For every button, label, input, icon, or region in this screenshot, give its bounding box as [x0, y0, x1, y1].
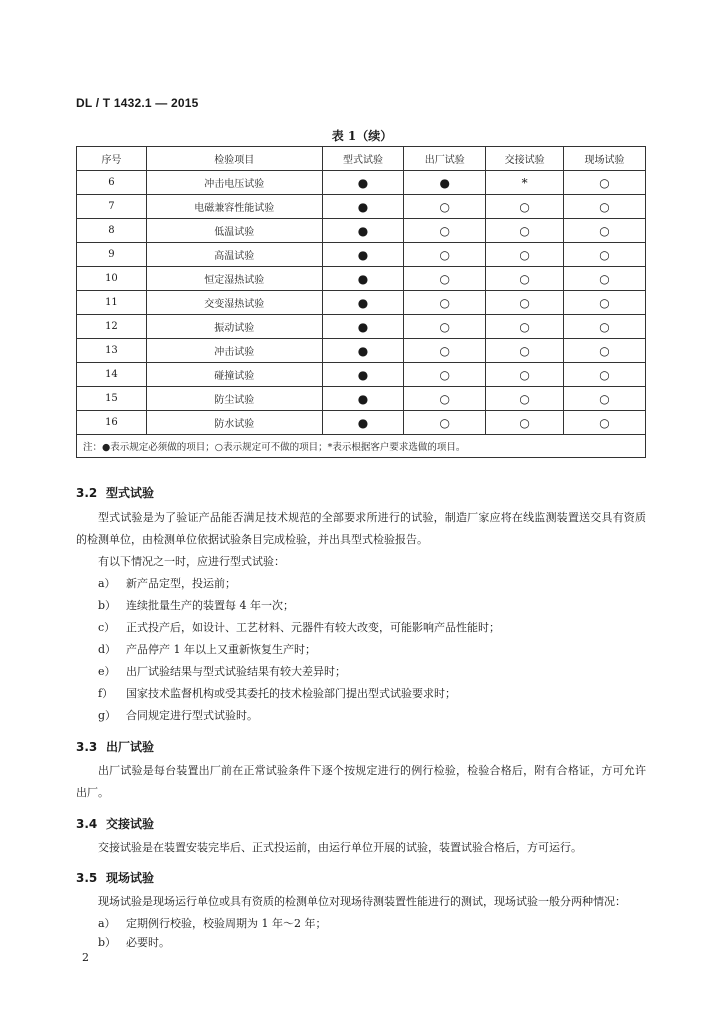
column-header-factory-test: 出厂试验 — [404, 147, 486, 171]
list-item — [98, 617, 500, 639]
section-3-2-heading — [76, 484, 154, 501]
handover-test-mark: ○ — [486, 387, 564, 411]
type-test-mark: ● — [322, 243, 404, 267]
row-no: 7 — [77, 195, 147, 219]
section-number: 3.3 — [76, 740, 98, 754]
row-item: 防尘试验 — [146, 387, 322, 411]
column-header-field-test: 现场试验 — [564, 147, 646, 171]
list-text: 正式投产后，如设计、工艺材料、元器件有较大改变，可能影响产品性能时； — [126, 621, 500, 634]
handover-test-mark: ○ — [486, 291, 564, 315]
table-row — [77, 339, 646, 363]
table-row — [77, 195, 646, 219]
factory-test-mark: ○ — [404, 219, 486, 243]
section-3-2-paragraph: 型式试验是为了验证产品能否满足技术规范的全部要求所进行的试验，制造厂家应将在线监测装置送交具有资质的检测单位，由检测单位依据试验条目完成检验，并出具型式检验报告。 — [76, 511, 646, 546]
factory-test-mark: ○ — [404, 291, 486, 315]
list-text: 必要时。 — [126, 936, 170, 949]
column-header-handover-test: 交接试验 — [486, 147, 564, 171]
table-header-row — [77, 147, 646, 171]
column-header-type-test: 型式试验 — [322, 147, 404, 171]
row-item: 恒定湿热试验 — [146, 267, 322, 291]
row-item: 低温试验 — [146, 219, 322, 243]
list-label: b） — [98, 599, 117, 612]
section-3-5-paragraph: 现场试验是现场运行单位或具有资质的检测单位对现场待测装置性能进行的测试，现场试验一般分两种情况： — [98, 895, 626, 908]
row-item: 碰撞试验 — [146, 363, 322, 387]
section-number: 3.5 — [76, 871, 98, 885]
type-test-mark: ● — [322, 267, 404, 291]
type-test-mark: ● — [322, 171, 404, 195]
field-test-mark: ○ — [564, 363, 646, 387]
field-test-mark: ○ — [564, 291, 646, 315]
section-number: 3.4 — [76, 817, 98, 831]
row-no: 13 — [77, 339, 147, 363]
list-text: 出厂试验结果与型式试验结果有较大差异时； — [126, 665, 346, 678]
section-3-3-heading — [76, 738, 154, 755]
section-title: 现场试验 — [106, 871, 155, 885]
handover-test-mark: ○ — [486, 219, 564, 243]
field-test-mark: ○ — [564, 171, 646, 195]
list-item — [98, 932, 170, 954]
list-text: 连续批量生产的装置每 4 年一次； — [126, 599, 294, 612]
list-label: g） — [98, 709, 117, 722]
row-no: 8 — [77, 219, 147, 243]
list-label: b） — [98, 936, 117, 949]
factory-test-mark: ○ — [404, 411, 486, 435]
field-test-mark: ○ — [564, 315, 646, 339]
row-item: 冲击电压试验 — [146, 171, 322, 195]
type-test-mark: ● — [322, 219, 404, 243]
section-title: 出厂试验 — [106, 740, 155, 754]
handover-test-mark: * — [486, 171, 564, 195]
type-test-mark: ● — [322, 387, 404, 411]
list-text: 新产品定型，投运前； — [126, 577, 236, 590]
field-test-mark: ○ — [564, 411, 646, 435]
type-test-mark: ● — [322, 339, 404, 363]
row-no: 12 — [77, 315, 147, 339]
row-no: 15 — [77, 387, 147, 411]
list-text: 国家技术监督机构或受其委托的技术检验部门提出型式试验要求时； — [126, 687, 456, 700]
list-label: f） — [98, 687, 114, 700]
section-title: 型式试验 — [106, 486, 155, 500]
factory-test-mark: ○ — [404, 363, 486, 387]
table-row — [77, 387, 646, 411]
table-row — [77, 363, 646, 387]
table-row — [77, 171, 646, 195]
type-test-mark: ● — [322, 195, 404, 219]
field-test-mark: ○ — [564, 195, 646, 219]
handover-test-mark: ○ — [486, 267, 564, 291]
row-no: 14 — [77, 363, 147, 387]
factory-test-mark: ○ — [404, 339, 486, 363]
table-note: 注：●表示规定必须做的项目；○表示规定可不做的项目；*表示根据客户要求选做的项目。 — [77, 435, 646, 458]
row-no: 6 — [77, 171, 147, 195]
list-label: a） — [98, 577, 116, 590]
table-row — [77, 267, 646, 291]
row-no: 9 — [77, 243, 147, 267]
list-item — [98, 595, 294, 617]
handover-test-mark: ○ — [486, 243, 564, 267]
factory-test-mark: ○ — [404, 195, 486, 219]
list-item — [98, 661, 346, 683]
table-row — [77, 219, 646, 243]
table-row — [77, 243, 646, 267]
type-test-mark: ● — [322, 315, 404, 339]
row-item: 电磁兼容性能试验 — [146, 195, 322, 219]
section-3-4-heading — [76, 815, 154, 832]
row-no: 10 — [77, 267, 147, 291]
field-test-mark: ○ — [564, 387, 646, 411]
handover-test-mark: ○ — [486, 315, 564, 339]
standard-code: DL / T 1432.1 — 2015 — [76, 96, 199, 110]
column-header-item: 检验项目 — [146, 147, 322, 171]
section-3-5-heading — [76, 869, 154, 886]
table-row — [77, 315, 646, 339]
list-label: a） — [98, 917, 116, 930]
factory-test-mark: ● — [404, 171, 486, 195]
list-item — [98, 705, 258, 727]
list-label: d） — [98, 643, 117, 656]
field-test-mark: ○ — [564, 339, 646, 363]
field-test-mark: ○ — [564, 219, 646, 243]
row-item: 冲击试验 — [146, 339, 322, 363]
factory-test-mark: ○ — [404, 267, 486, 291]
factory-test-mark: ○ — [404, 243, 486, 267]
field-test-mark: ○ — [564, 267, 646, 291]
row-item: 交变湿热试验 — [146, 291, 322, 315]
table-note-row — [77, 435, 646, 458]
factory-test-mark: ○ — [404, 387, 486, 411]
type-test-mark: ● — [322, 411, 404, 435]
section-title: 交接试验 — [106, 817, 155, 831]
row-no: 16 — [77, 411, 147, 435]
list-item — [98, 639, 316, 661]
section-3-3-paragraph: 出厂试验是每台装置出厂前在正常试验条件下逐个按规定进行的例行检验，检验合格后，附有合格证，方可允许出厂。 — [76, 764, 646, 799]
type-test-mark: ● — [322, 363, 404, 387]
section-number: 3.2 — [76, 486, 98, 500]
table-row — [77, 291, 646, 315]
row-item: 高温试验 — [146, 243, 322, 267]
factory-test-mark: ○ — [404, 315, 486, 339]
list-label: c） — [98, 621, 116, 634]
field-test-mark: ○ — [564, 243, 646, 267]
handover-test-mark: ○ — [486, 195, 564, 219]
table-caption: 表 1（续） — [331, 129, 393, 143]
page-number: 2 — [82, 951, 89, 964]
type-test-mark: ● — [322, 291, 404, 315]
list-item — [98, 573, 236, 595]
row-item: 防水试验 — [146, 411, 322, 435]
list-item — [98, 683, 456, 705]
column-header-no: 序号 — [77, 147, 147, 171]
list-label: e） — [98, 665, 116, 678]
table-row — [77, 411, 646, 435]
list-text: 合同规定进行型式试验时。 — [126, 709, 258, 722]
handover-test-mark: ○ — [486, 363, 564, 387]
section-3-2-intro: 有以下情况之一时，应进行型式试验： — [98, 555, 285, 568]
handover-test-mark: ○ — [486, 411, 564, 435]
list-text: 定期例行校验，校验周期为 1 年～2 年； — [126, 917, 327, 930]
list-text: 产品停产 1 年以上又重新恢复生产时； — [126, 643, 316, 656]
row-item: 振动试验 — [146, 315, 322, 339]
test-items-table — [76, 146, 646, 458]
handover-test-mark: ○ — [486, 339, 564, 363]
section-3-4-paragraph: 交接试验是在装置安装完毕后、正式投运前，由运行单位开展的试验，装置试验合格后，方可运行。 — [98, 841, 582, 854]
row-no: 11 — [77, 291, 147, 315]
